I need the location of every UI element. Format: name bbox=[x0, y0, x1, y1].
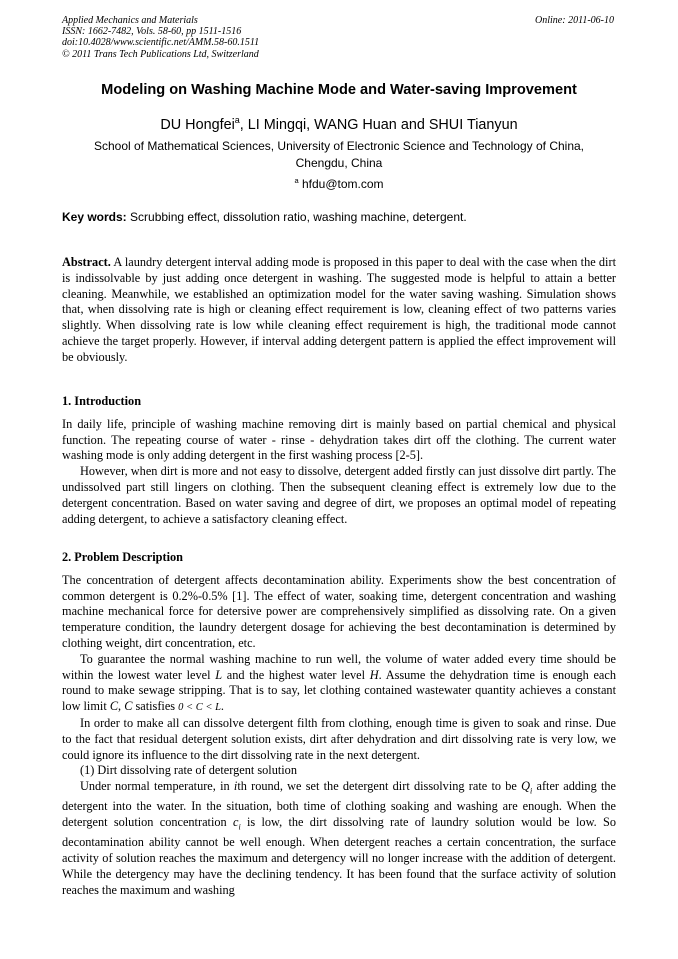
abstract-label: Abstract. bbox=[62, 255, 111, 269]
section-introduction bbox=[62, 394, 616, 527]
author-first: DU Hongfei bbox=[160, 117, 235, 133]
online-date: Online: 2011-06-10 bbox=[535, 15, 614, 26]
section-problem-description bbox=[62, 550, 616, 899]
keywords-label: Key words: bbox=[62, 210, 127, 224]
copyright-line: © 2011 Trans Tech Publications Ltd, Switzerland bbox=[62, 48, 259, 60]
section-heading: 1. Introduction bbox=[62, 394, 142, 408]
affiliation: School of Mathematical Sciences, University of Electronic Science and Technology of China, Chengdu, China bbox=[93, 139, 585, 170]
paragraph: In daily life, principle of washing machine removing dirt is mainly based on partial chemical and physical function. The repeating course of water - rinse - dehydration takes dirt off the clothing. The current water washing mode is only adding detergent in the first washing process [2-5]. bbox=[62, 416, 616, 463]
text-run: , bbox=[118, 699, 125, 714]
text-run: and the highest water level bbox=[222, 667, 370, 682]
paper-title: Modeling on Washing Machine Mode and Water-saving Improvement bbox=[101, 82, 577, 98]
paragraph: The concentration of detergent affects decontamination ability. Experiments show the best concentration of common detergent is 0.2%-0.5% [1]. The effect of water, soaking time, detergent concentration and washing machine mechanical force for detersive power are comprehensively simplified as dissolving rate. On a given temperature condition, the laundry detergent dosage for achieving the best decontamination is determined by clothing weight, dirt concentration, etc. bbox=[62, 572, 616, 650]
author-email bbox=[0, 176, 678, 191]
paragraph: However, when dirt is more and not easy to dissolve, detergent added firstly can just dissolve dirt partly. The undissolved part still lingers on clothing. Then the subsequent cleaning effect is extremely low due to the detergent concentration. Based on water saving and degree of dirt, we proposes an optimal model of repeating adding detergent, to achieve a satisfactory cleaning effect. bbox=[62, 464, 616, 526]
text-run: . bbox=[220, 699, 224, 714]
text-run: satisfies bbox=[132, 699, 179, 714]
journal-name: Applied Mechanics and Materials bbox=[62, 15, 198, 26]
keywords-text: Scrubbing effect, dissolution ratio, washing machine, detergent. bbox=[126, 210, 467, 224]
paragraph: (1) Dirt dissolving rate of detergent solution bbox=[80, 763, 297, 778]
math-var: i bbox=[233, 779, 238, 794]
math-var: C bbox=[124, 699, 133, 714]
math-sub: i bbox=[530, 786, 533, 796]
abstract-text: A laundry detergent interval adding mode is proposed in this paper to deal with the case when the dirt is indissolvable by just adding once detergent in washing. The suggested mode is helpful to attain a better cleaning. Meanwhile, we established an optimization model for the water saving washing. Simulation shows that, when dissolving rate is high or cleaning effect requirement is low, cleaning effect of two patterns varies slightly. When dissolving rate is low while cleaning effect requirement is high, the traditional mode cannot achieve the target properly. However, if interval adding detergent pattern is applied the effect improvement will be obviously. bbox=[62, 255, 616, 364]
issn-line: ISSN: 1662-7482, Vols. 58-60, pp 1511-1516 bbox=[62, 26, 242, 38]
text-run: Under normal temperature, in bbox=[80, 779, 234, 794]
text-run: To guarantee the normal washing machine to run well, the volume of water added every time should be within the lowest water level bbox=[62, 651, 616, 682]
author-first-sup: a bbox=[234, 115, 240, 125]
math-var: Q bbox=[521, 779, 531, 794]
section-heading: 2. Problem Description bbox=[62, 550, 184, 564]
journal-header bbox=[62, 15, 259, 60]
math-var: C bbox=[109, 699, 119, 714]
text-run: . Assume the dehydration time is enough each round to make sewage stripping. That is to say, let clothing contained wastewater quantity achieves a constant low limit bbox=[62, 667, 616, 714]
text-run: is low, the dirt dissolving rate of laundry solution would be low. So decontamination ability cannot be well enough. When detergent reaches a certain concentration, the surface activity of solution reaches the maximum and detergency will no longer increase with the addition of detergent. While the detergency may have the declining tendency. It has been found that the surface activity of solution reaches the maximum and washing bbox=[62, 815, 617, 897]
abstract bbox=[62, 255, 616, 366]
email-address: hfdu@tom.com bbox=[301, 177, 384, 191]
author-list bbox=[0, 115, 678, 133]
math-var: L bbox=[215, 667, 223, 682]
math-var: H bbox=[369, 667, 379, 682]
paragraph bbox=[62, 779, 616, 898]
paragraph: In order to make all can dissolve detergent filth from clothing, enough time is given to soak and rinse. Due to the fact that residual detergent solution exists, dirt after dehydration and dirt dissolving rate is very low, we could ignore its influence to the dirt dissolving rate in the next detergent. bbox=[62, 715, 616, 762]
author-rest: , LI Mingqi, WANG Huan and SHUI Tianyun bbox=[239, 117, 518, 133]
doi-line: doi:10.4028/www.scientific.net/AMM.58-60.1511 bbox=[62, 37, 260, 49]
math-var: c bbox=[232, 815, 239, 830]
keywords bbox=[62, 210, 616, 224]
text-run: after adding the detergent into the water. In the situation, both time of clothing soaking and washing are enough. When the detergent solution concentration bbox=[62, 779, 616, 830]
text-run: th round, we set the detergent dirt dissolving rate to be bbox=[237, 779, 522, 794]
email-sup: a bbox=[294, 176, 299, 185]
paragraph bbox=[62, 652, 616, 716]
math-inequality: 0 < C < L bbox=[178, 702, 221, 714]
math-sub: i bbox=[238, 822, 241, 832]
